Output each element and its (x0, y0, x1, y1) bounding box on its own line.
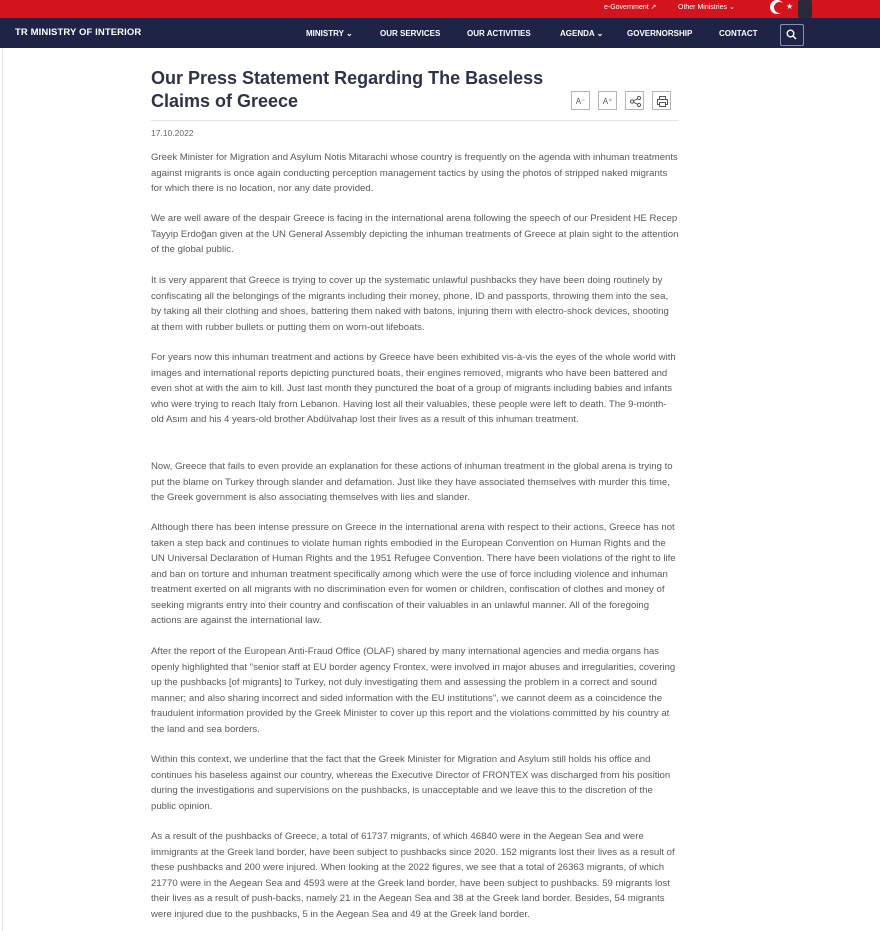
font-decrease-button[interactable]: A⁻ (571, 91, 590, 110)
top-utility-bar (0, 0, 880, 18)
print-icon (656, 95, 669, 108)
egov-link[interactable]: e-Government ↗ (604, 4, 657, 11)
share-icon (629, 95, 642, 108)
nav-item-our-services[interactable]: OUR SERVICES (380, 29, 441, 38)
article-paragraph: After the report of the European Anti-Fraud Office (OLAF) shared by many international agencies and media organs has openly highlighted that "senior staff at EU border agency Frontex, were involved in major abuses and irregularities, covering up the pushbacks [of migrants] to Turkey, not duly investigating them and assessing the problem in a correct and sound manner; and also sharing incorrect and sided information with the EU institutions", we cannot deem as a coincidence the fraudulent information provided by the Greek Minister to cover up this report and the violations committed by his country at the land and sea borders. (151, 646, 676, 735)
article-paragraph: Greek Minister for Migration and Asylum Notis Mitarachi whose country is frequently on the agenda with inhuman treatments against migrants is once again conducting perception management tactics by using the photos of stripped naked migrants for which there is no location, nor any date provided. (151, 152, 678, 194)
nav-item-contact[interactable]: CONTACT (719, 29, 758, 38)
article-title-line-2: Claims of Greece (151, 91, 299, 111)
nav-item-governorship[interactable]: GOVERNORSHIP (627, 29, 693, 38)
main-navbar (0, 18, 880, 48)
font-increase-button[interactable]: A⁺ (598, 91, 617, 110)
share-button[interactable] (625, 91, 644, 110)
title-divider (151, 120, 679, 121)
nav-item-ministry[interactable]: MINISTRY ⌄ (306, 29, 353, 38)
emblem-icon (798, 0, 812, 18)
article-paragraph: As a result of the pushbacks of Greece, a total of 61737 migrants, of which 46840 were in the Aegean Sea and were immigrants at the Greek land border, have been subject to pushbacks since 2020. 152 migrants lost their lives as a result of these pushbacks and 200 were injured. When looking at the 2022 figures, we see that a total of 26363 migrants, of which 21770 were in the Aegean Sea and 4593 were at the Greek land border, have been subject to pushbacks. 59 migrants lost their lives as a result of push-backs, namely 21 in the Aegean Sea and 38 at the Greek land border. Besides, 54 migrants were injured due to the pushbacks, 5 in the Aegean Sea and 49 at the Greek land border. (151, 831, 675, 920)
article-paragraph: Now, Greece that fails to even provide an explanation for these actions of inhuman treatment in the global arena is trying to put the blame on Turkey through slander and defamation. Just like they have associated themselves with murder this time, the Greek government is also associating themselves with lies and slander. (151, 461, 673, 503)
article-paragraph: It is very apparent that Greece is trying to cover up the systematic unlawful pushbacks they have been doing routinely by confiscating all the belongings of the migrants including their money, phone, ID and passports, throwing them into the sea, by taking all their clothing and shoes, battering them naked with batons, injuring them with electro-shock devices, shooting at them with rubber bullets or putting them on worn-out lifeboats. (151, 275, 669, 333)
nav-item-agenda[interactable]: AGENDA ⌄ (560, 29, 604, 38)
publish-date: 17.10.2022 (151, 128, 194, 138)
print-button[interactable] (652, 91, 671, 110)
article-title-line-1: Our Press Statement Regarding The Baseless (151, 68, 544, 88)
article-paragraph: Within this context, we underline that the fact that the Greek Minister for Migration and Asylum still holds his office and continues his baseless against our country, whereas the Executive Director of FRONTEX was discharged from his position during the investigations and supervisions on the pushbacks, is unacceptable and we leave this to the discretion of the public opinion. (151, 754, 671, 812)
page-edge (2, 48, 3, 931)
crescent-icon (770, 0, 784, 14)
article-paragraph: For years now this inhuman treatment and actions by Greece have been exhibited vis-à-vis the eyes of the whole world with images and international reports depicting punctured boats, their engines removed, migrants who have been battered and even shot at with the aim to kill. Just last month they punctured the boat of a group of migrants including babies and infants who were trying to reach Italy from Lebanon. Having lost all their valuables, these people were left to death. The 9-month-old Asım and his 4 years-old brother Abdülvahap lost their lives as a result of this inhuman treatment. (151, 352, 676, 425)
article-title (151, 67, 551, 113)
search-icon (786, 29, 797, 40)
article-paragraph: We are well aware of the despair Greece is facing in the international arena following the speech of our President HE Recep Tayyip Erdoğan given at the UN General Assembly depicting the inhuman treatments of Greece at plain sight to the attention of the global public. (151, 213, 679, 255)
site-brand[interactable]: TR MINISTRY OF INTERIOR (15, 27, 142, 38)
nav-item-our-activities[interactable]: OUR ACTIVITIES (467, 29, 531, 38)
other-ministries-link[interactable]: Other Ministries ⌄ (678, 4, 735, 11)
star-icon: ★ (786, 2, 794, 11)
article-paragraph: Although there has been intense pressure on Greece in the international arena with respect to their actions, Greece has not taken a step back and continues to violate human rights embodied in the European Convention on Human Rights and the UN Universal Declaration of Human Rights and the 1951 Refugee Convention. There have been violations of the right to life and ban on torture and inhuman treatment specifically among which were the use of force including violence and inhuman treatment exerted on all migrants with no discrimination even for women or children, confiscation of clothes and money of seeking migrants entry into their country and confiscation of their valuables in an unlawful manner. All of the foregoing actions are against the international law. (151, 522, 676, 626)
search-button[interactable] (780, 24, 804, 46)
